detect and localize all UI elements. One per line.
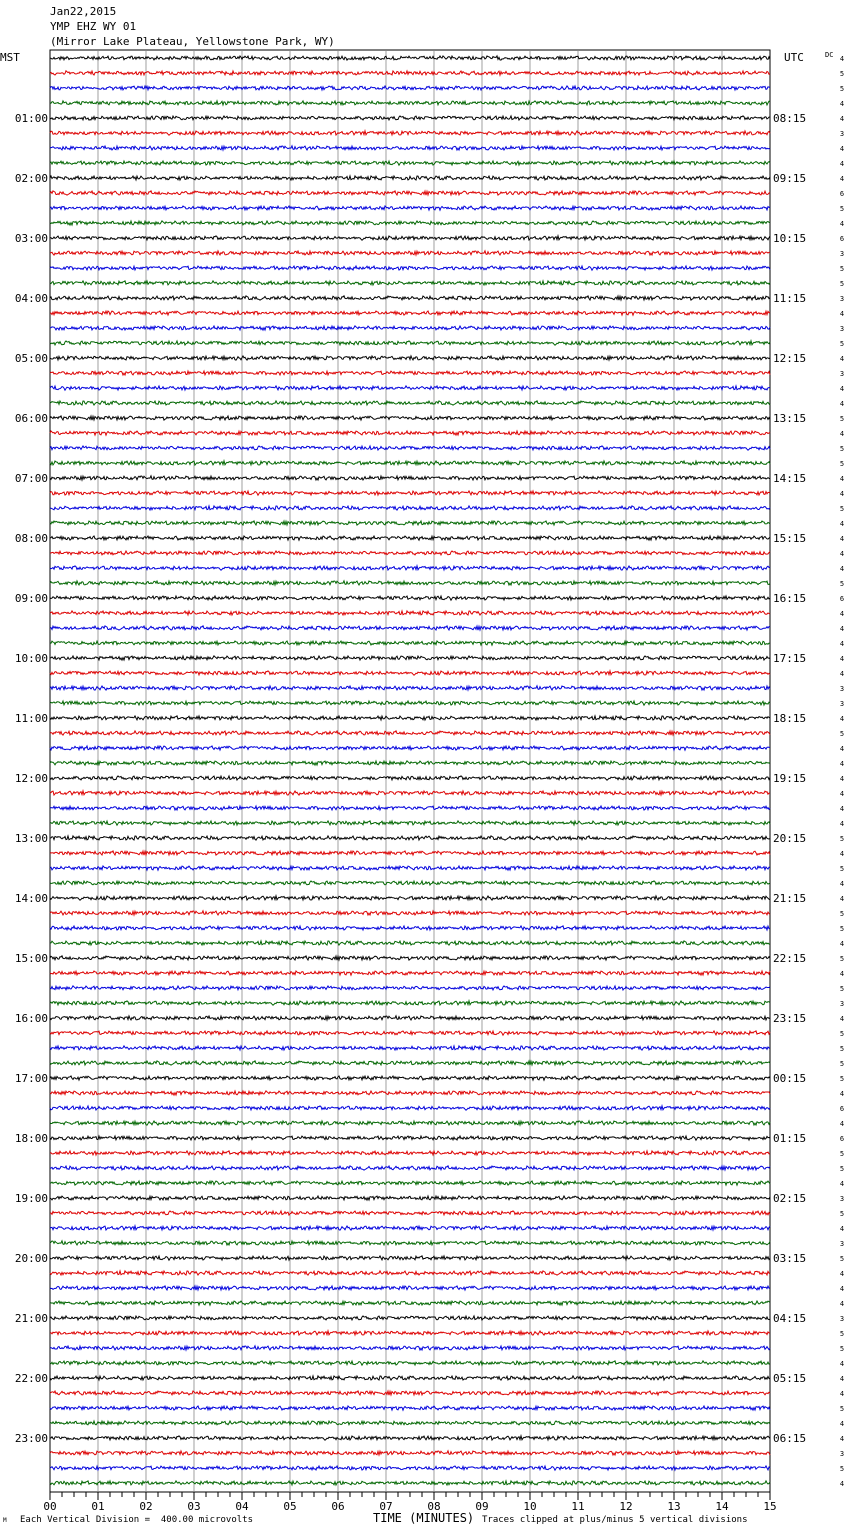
dc-offset-value: 3 <box>839 250 845 258</box>
left-hour-label: 01:00 <box>14 112 48 125</box>
seismic-trace <box>50 1061 770 1065</box>
seismic-trace <box>50 281 770 285</box>
left-hour-label: 23:00 <box>14 1432 48 1445</box>
dc-offset-value: 4 <box>839 1285 845 1293</box>
seismic-trace <box>50 986 770 990</box>
dc-offset-value: 3 <box>839 700 845 708</box>
dc-offset-value: 4 <box>839 175 845 183</box>
seismic-trace <box>50 1091 770 1095</box>
dc-offset-value: 4 <box>839 790 845 798</box>
seismic-trace <box>50 356 770 360</box>
seismic-trace <box>50 1346 770 1350</box>
seismic-trace <box>50 116 770 120</box>
left-hour-label: 20:00 <box>14 1252 48 1265</box>
right-hour-label: 20:15 <box>773 832 807 845</box>
dc-offset-value: 5 <box>839 505 845 513</box>
seismic-trace <box>50 161 770 165</box>
seismic-trace <box>50 911 770 915</box>
dc-offset-value: 3 <box>839 1315 845 1323</box>
seismic-trace <box>50 1271 770 1275</box>
dc-offset-value: 4 <box>839 1270 845 1278</box>
seismic-trace <box>50 1421 770 1425</box>
right-hour-label: 18:15 <box>773 712 807 725</box>
seismic-trace <box>50 686 770 690</box>
seismic-trace <box>50 1466 770 1470</box>
dc-offset-value: 5 <box>839 1345 845 1353</box>
right-hour-label: 06:15 <box>773 1432 807 1445</box>
right-hour-label: 05:15 <box>773 1372 807 1385</box>
dc-offset-value: 4 <box>839 55 845 63</box>
x-tick-label: 10 <box>523 1500 537 1513</box>
left-hour-label: 02:00 <box>14 172 48 185</box>
seismic-trace <box>50 341 770 345</box>
seismic-trace <box>50 596 770 600</box>
dc-offset-value: 4 <box>839 655 845 663</box>
dc-offset-value: 4 <box>839 490 845 498</box>
dc-offset-value: 4 <box>839 1300 845 1308</box>
seismic-trace <box>50 626 770 630</box>
dc-offset-value: 6 <box>839 1105 845 1113</box>
dc-offset-value: 5 <box>839 1165 845 1173</box>
seismic-trace <box>50 1376 770 1380</box>
dc-offset-value: 4 <box>839 1390 845 1398</box>
seismic-trace <box>50 521 770 525</box>
seismic-trace <box>50 1391 770 1395</box>
left-hour-label: 06:00 <box>14 412 48 425</box>
dc-offset-value: 5 <box>839 1465 845 1473</box>
x-tick-label: 14 <box>715 1500 729 1513</box>
left-hour-label: 16:00 <box>14 1012 48 1025</box>
seismic-trace <box>50 971 770 975</box>
dc-offset-value: 5 <box>839 730 845 738</box>
dc-offset-value: 4 <box>839 550 845 558</box>
seismic-trace <box>50 326 770 330</box>
dc-offset-value: 6 <box>839 595 845 603</box>
dc-offset-value: 5 <box>839 340 845 348</box>
left-hour-label: 08:00 <box>14 532 48 545</box>
x-axis-label: TIME (MINUTES) <box>373 1511 475 1525</box>
dc-offset-value: 4 <box>839 775 845 783</box>
dc-offset-value: 5 <box>839 910 845 918</box>
dc-offset-value: 4 <box>839 970 845 978</box>
right-hour-label: 01:15 <box>773 1132 807 1145</box>
right-hour-label: 11:15 <box>773 292 807 305</box>
seismic-trace <box>50 1076 770 1080</box>
seismic-trace <box>50 656 770 660</box>
dc-offset-value: 3 <box>839 130 845 138</box>
seismic-trace <box>50 1151 770 1155</box>
left-hour-label: 13:00 <box>14 832 48 845</box>
dc-offset-value: 5 <box>839 445 845 453</box>
seismic-trace <box>50 1301 770 1305</box>
dc-offset-value: 5 <box>839 985 845 993</box>
right-hour-label: 12:15 <box>773 352 807 365</box>
seismic-trace <box>50 941 770 945</box>
dc-offset-value: 5 <box>839 1075 845 1083</box>
seismic-trace <box>50 1256 770 1260</box>
seismic-trace <box>50 1226 770 1230</box>
right-hour-label: 19:15 <box>773 772 807 785</box>
seismic-trace <box>50 491 770 495</box>
dc-offset-value: 4 <box>839 520 845 528</box>
left-hour-label: 05:00 <box>14 352 48 365</box>
dc-offset-value: 3 <box>839 1195 845 1203</box>
right-hour-label: 03:15 <box>773 1252 807 1265</box>
dc-label: DC <box>825 51 834 59</box>
seismic-trace <box>50 1121 770 1125</box>
left-hour-label: 10:00 <box>14 652 48 665</box>
dc-offset-value: 4 <box>839 880 845 888</box>
left-hour-label: 11:00 <box>14 712 48 725</box>
seismic-trace <box>50 431 770 435</box>
dc-offset-value: 5 <box>839 1060 845 1068</box>
dc-offset-value: 4 <box>839 310 845 318</box>
seismic-trace <box>50 671 770 675</box>
seismic-trace <box>50 746 770 750</box>
dc-offset-value: 4 <box>839 760 845 768</box>
dc-offset-value: 4 <box>839 745 845 753</box>
seismic-trace <box>50 641 770 645</box>
dc-offset-value: 4 <box>839 1420 845 1428</box>
seismic-trace <box>50 716 770 720</box>
dc-offset-value: 5 <box>839 1150 845 1158</box>
seismic-trace <box>50 1181 770 1185</box>
right-hour-label: 09:15 <box>773 172 807 185</box>
dc-offset-value: 4 <box>839 1180 845 1188</box>
right-hour-label: 23:15 <box>773 1012 807 1025</box>
seismic-trace <box>50 866 770 870</box>
seismic-trace <box>50 131 770 135</box>
dc-offset-value: 3 <box>839 325 845 333</box>
right-hour-label: 10:15 <box>773 232 807 245</box>
station-location: (Mirror Lake Plateau, Yellowstone Park, WY) <box>50 35 335 48</box>
seismic-trace <box>50 476 770 480</box>
seismic-trace <box>50 1361 770 1365</box>
dc-offset-value: 4 <box>839 670 845 678</box>
left-hour-label: 07:00 <box>14 472 48 485</box>
seismic-trace <box>50 311 770 315</box>
dc-offset-value: 4 <box>839 715 845 723</box>
right-hour-label: 02:15 <box>773 1192 807 1205</box>
left-hour-label: 04:00 <box>14 292 48 305</box>
dc-offset-value: 5 <box>839 205 845 213</box>
dc-offset-value: 4 <box>839 535 845 543</box>
x-tick-label: 02 <box>139 1500 153 1513</box>
dc-offset-value: 5 <box>839 1030 845 1038</box>
x-tick-label: 07 <box>379 1500 393 1513</box>
dc-offset-value: 3 <box>839 1000 845 1008</box>
seismic-trace <box>50 581 770 585</box>
seismic-trace <box>50 566 770 570</box>
seismic-trace <box>50 776 770 780</box>
right-hour-label: 00:15 <box>773 1072 807 1085</box>
dc-offset-value: 4 <box>839 940 845 948</box>
seismic-trace <box>50 251 770 255</box>
seismic-trace <box>50 1136 770 1140</box>
seismic-trace <box>50 266 770 270</box>
x-tick-label: 03 <box>187 1500 201 1513</box>
seismic-trace <box>50 1001 770 1005</box>
left-hour-label: 19:00 <box>14 1192 48 1205</box>
corner-mark: M <box>3 1517 7 1524</box>
dc-offset-value: 4 <box>839 1360 845 1368</box>
seismic-trace <box>50 416 770 420</box>
dc-offset-value: 4 <box>839 145 845 153</box>
seismic-trace <box>50 896 770 900</box>
dc-offset-value: 3 <box>839 685 845 693</box>
left-hour-label: 09:00 <box>14 592 48 605</box>
left-hour-label: 12:00 <box>14 772 48 785</box>
seismic-trace <box>50 551 770 555</box>
seismic-trace <box>50 296 770 300</box>
seismic-trace <box>50 71 770 75</box>
dc-offset-value: 4 <box>839 115 845 123</box>
dc-offset-value: 5 <box>839 865 845 873</box>
dc-offset-value: 4 <box>839 430 845 438</box>
dc-offset-value: 5 <box>839 580 845 588</box>
dc-offset-value: 4 <box>839 1480 845 1488</box>
dc-offset-value: 4 <box>839 640 845 648</box>
clip-note: Traces clipped at plus/minus 5 vertical divisions <box>482 1515 748 1525</box>
seismic-trace <box>50 191 770 195</box>
seismic-trace <box>50 1166 770 1170</box>
dc-offset-value: 4 <box>839 220 845 228</box>
dc-offset-value: 3 <box>839 1450 845 1458</box>
dc-offset-value: 5 <box>839 955 845 963</box>
right-hour-label: 21:15 <box>773 892 807 905</box>
seismic-trace <box>50 371 770 375</box>
right-hour-label: 08:15 <box>773 112 807 125</box>
seismic-trace <box>50 821 770 825</box>
dc-offset-value: 4 <box>839 625 845 633</box>
dc-offset-value: 4 <box>839 805 845 813</box>
seismic-trace <box>50 701 770 705</box>
seismic-trace <box>50 506 770 510</box>
seismic-trace <box>50 401 770 405</box>
right-hour-label: 16:15 <box>773 592 807 605</box>
seismic-trace <box>50 731 770 735</box>
left-hour-label: 15:00 <box>14 952 48 965</box>
x-tick-label: 01 <box>91 1500 105 1513</box>
right-hour-label: 22:15 <box>773 952 807 965</box>
left-hour-label: 21:00 <box>14 1312 48 1325</box>
right-timezone-label: UTC <box>784 51 804 64</box>
dc-offset-value: 6 <box>839 1135 845 1143</box>
dc-offset-value: 5 <box>839 280 845 288</box>
left-hour-label: 18:00 <box>14 1132 48 1145</box>
x-tick-label: 09 <box>475 1500 489 1513</box>
dc-offset-value: 4 <box>839 1225 845 1233</box>
seismic-trace <box>50 1331 770 1335</box>
right-hour-label: 14:15 <box>773 472 807 485</box>
seismic-trace <box>50 146 770 150</box>
seismic-trace <box>50 1046 770 1050</box>
seismic-trace <box>50 1211 770 1215</box>
dc-offset-value: 3 <box>839 1240 845 1248</box>
x-tick-label: 08 <box>427 1500 441 1513</box>
dc-offset-value: 5 <box>839 1330 845 1338</box>
seismic-trace <box>50 1196 770 1200</box>
dc-offset-value: 3 <box>839 295 845 303</box>
x-tick-label: 13 <box>667 1500 681 1513</box>
right-hour-label: 04:15 <box>773 1312 807 1325</box>
dc-offset-value: 5 <box>839 1255 845 1263</box>
dc-offset-value: 5 <box>839 1405 845 1413</box>
seismic-trace <box>50 1106 770 1110</box>
seismic-trace <box>50 206 770 210</box>
dc-offset-value: 4 <box>839 820 845 828</box>
dc-offset-value: 4 <box>839 850 845 858</box>
dc-offset-value: 4 <box>839 1375 845 1383</box>
seismic-trace <box>50 1031 770 1035</box>
dc-offset-value: 5 <box>839 460 845 468</box>
seismic-trace <box>50 1316 770 1320</box>
left-timezone-label: MST <box>0 51 20 64</box>
dc-offset-value: 4 <box>839 355 845 363</box>
seismic-trace <box>50 176 770 180</box>
dc-offset-value: 6 <box>839 235 845 243</box>
dc-offset-value: 5 <box>839 835 845 843</box>
seismic-trace <box>50 221 770 225</box>
right-hour-label: 17:15 <box>773 652 807 665</box>
dc-offset-value: 5 <box>839 70 845 78</box>
seismic-trace <box>50 1241 770 1245</box>
dc-offset-value: 5 <box>839 415 845 423</box>
seismic-trace <box>50 806 770 810</box>
dc-offset-value: 4 <box>839 895 845 903</box>
left-hour-label: 22:00 <box>14 1372 48 1385</box>
plot-date: Jan22,2015 <box>50 5 117 18</box>
seismic-trace <box>50 761 770 765</box>
dc-offset-value: 5 <box>839 1210 845 1218</box>
dc-offset-value: 5 <box>839 85 845 93</box>
seismic-trace <box>50 791 770 795</box>
x-tick-label: 11 <box>571 1500 585 1513</box>
seismic-trace <box>50 1481 770 1485</box>
x-tick-label: 06 <box>331 1500 345 1513</box>
x-tick-label: 05 <box>283 1500 297 1513</box>
dc-offset-value: 4 <box>839 610 845 618</box>
seismic-trace <box>50 956 770 960</box>
dc-offset-value: 5 <box>839 1045 845 1053</box>
x-tick-label: 12 <box>619 1500 633 1513</box>
seismic-trace <box>50 1016 770 1020</box>
seismic-trace <box>50 386 770 390</box>
seismic-trace <box>50 851 770 855</box>
dc-offset-value: 4 <box>839 1120 845 1128</box>
dc-offset-value: 6 <box>839 190 845 198</box>
left-hour-label: 17:00 <box>14 1072 48 1085</box>
seismic-trace <box>50 236 770 240</box>
seismic-trace <box>50 101 770 105</box>
seismic-trace <box>50 881 770 885</box>
seismic-trace <box>50 1436 770 1440</box>
dc-offset-value: 5 <box>839 925 845 933</box>
dc-offset-value: 4 <box>839 475 845 483</box>
seismic-trace <box>50 1286 770 1290</box>
dc-offset-value: 4 <box>839 1435 845 1443</box>
x-tick-label: 15 <box>763 1500 777 1513</box>
seismic-trace <box>50 611 770 615</box>
right-hour-label: 13:15 <box>773 412 807 425</box>
x-tick-label: 00 <box>43 1500 57 1513</box>
seismic-trace <box>50 446 770 450</box>
dc-offset-value: 5 <box>839 265 845 273</box>
dc-offset-value: 4 <box>839 400 845 408</box>
x-tick-label: 04 <box>235 1500 249 1513</box>
left-hour-label: 03:00 <box>14 232 48 245</box>
station-name: YMP EHZ WY 01 <box>50 20 137 33</box>
seismic-trace <box>50 461 770 465</box>
dc-offset-value: 4 <box>839 1015 845 1023</box>
left-hour-label: 14:00 <box>14 892 48 905</box>
seismic-trace <box>50 926 770 930</box>
seismic-trace <box>50 1451 770 1455</box>
right-hour-label: 15:15 <box>773 532 807 545</box>
seismic-trace <box>50 56 770 60</box>
dc-offset-value: 4 <box>839 1090 845 1098</box>
dc-offset-value: 3 <box>839 370 845 378</box>
dc-offset-value: 4 <box>839 160 845 168</box>
dc-offset-value: 4 <box>839 100 845 108</box>
seismic-trace <box>50 536 770 540</box>
dc-offset-value: 4 <box>839 385 845 393</box>
dc-offset-value: 4 <box>839 565 845 573</box>
seismic-trace <box>50 86 770 90</box>
scale-note: Each Vertical Division = 400.00 microvolts <box>20 1515 253 1525</box>
seismic-trace <box>50 836 770 840</box>
seismic-trace <box>50 1406 770 1410</box>
